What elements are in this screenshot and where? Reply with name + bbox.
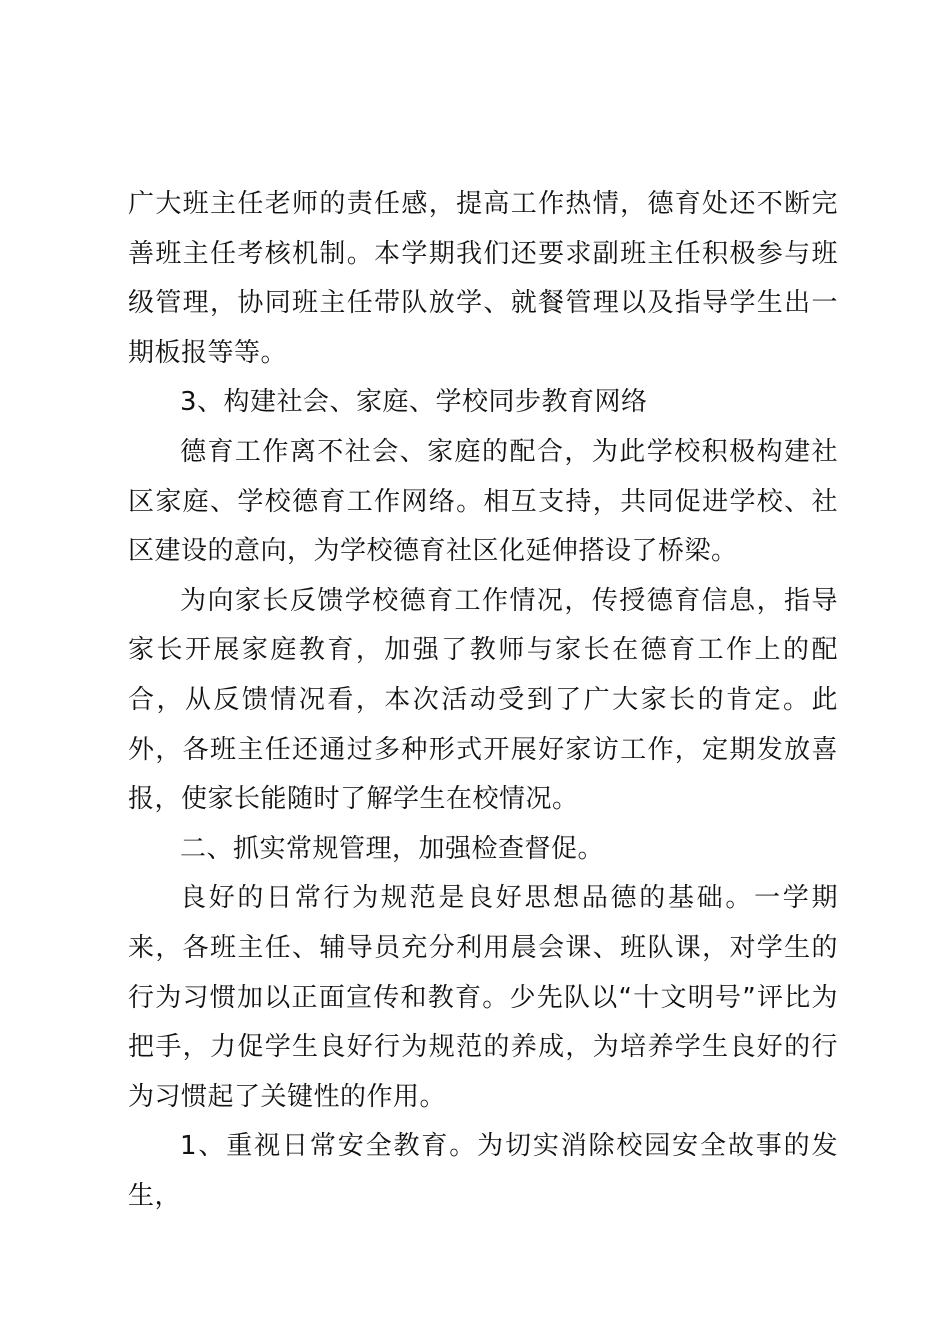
paragraph-6: 良好的日常行为规范是良好思想品德的基础。一学期来，各班主任、辅导员充分利用晨会课、班队课，对学生的行为习惯加以正面宣传和教育。少先队以“十文明号”评比为把手，力促学生良好行为规范的养成，为培养学生良好的行为习惯起了关键性的作用。 xyxy=(128,883,838,1112)
paragraph-7: 1、重视日常安全教育。为切实消除校园安全故事的发生， xyxy=(128,1131,838,1211)
paragraph-5-heading: 二、抓实常规管理，加强检查督促。 xyxy=(180,833,605,864)
paragraph-1: 广大班主任老师的责任感，提高工作热情，德育处还不断完善班主任考核机制。本学期我们还要求副班主任积极参与班级管理，协同班主任带队放学、就餐管理以及指导学生出一期板报等等。 xyxy=(128,189,838,368)
paragraph-2-heading: 3、构建社会、家庭、学校同步教育网络 xyxy=(180,387,648,418)
paragraph-4: 为向家长反馈学校德育工作情况，传授德育信息，指导家长开展家庭教育，加强了教师与家长在德育工作上的配合，从反馈情况看，本次活动受到了广大家长的肯定。此外，各班主任还通过多种形式开展好家访工作，定期发放喜报，使家长能随时了解学生在校情况。 xyxy=(128,585,838,815)
paragraph-3: 德育工作离不社会、家庭的配合，为此学校积极构建社区家庭、学校德育工作网络。相互支持，共同促进学校、社区建设的意向，为学校德育社区化延伸搭设了桥梁。 xyxy=(128,436,838,567)
document-body xyxy=(128,180,838,1221)
